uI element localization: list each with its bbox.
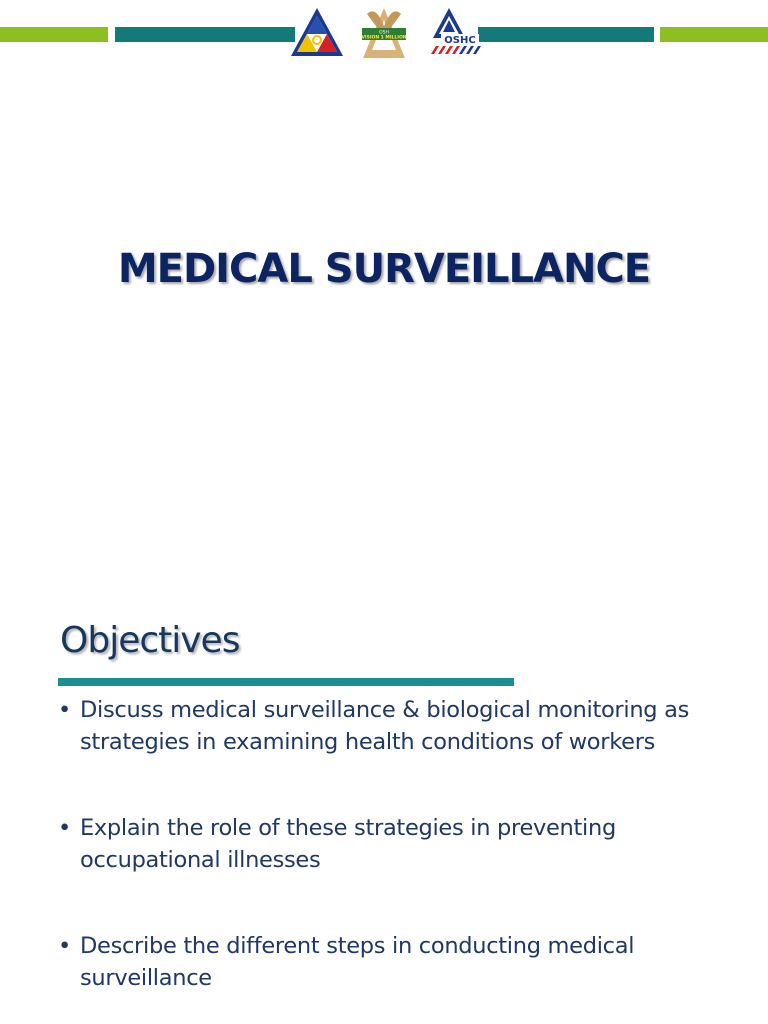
heading-underline-rule bbox=[58, 678, 514, 686]
objectives-slide bbox=[0, 590, 768, 1024]
objective-text-3: Describe the different steps in conducting medical surveillance bbox=[80, 933, 635, 991]
header-bar-green-left bbox=[0, 27, 108, 42]
objective-text-2: Explain the role of these strategies in preventing occupational illnesses bbox=[80, 815, 616, 873]
objective-item-3 bbox=[58, 930, 748, 994]
objective-item-1 bbox=[58, 694, 748, 758]
vision-logo-top-text: OSH bbox=[379, 30, 389, 36]
objective-item-2 bbox=[58, 812, 748, 876]
vision-logo-bottom-text: VISION 1 MILLION bbox=[361, 35, 407, 41]
oshc-logo bbox=[427, 6, 483, 56]
bullet-dot-icon: • bbox=[58, 815, 71, 841]
oshc-logo-text: OSHC bbox=[444, 35, 476, 46]
header-bar-green-right bbox=[660, 27, 768, 42]
objectives-list bbox=[58, 694, 748, 994]
header-bar-teal-right bbox=[478, 27, 654, 42]
dole-logo bbox=[289, 6, 345, 58]
objective-text-1: Discuss medical surveillance & biological monitoring as strategies in examining health conditions of workers bbox=[80, 697, 690, 755]
vision-one-million-logo bbox=[359, 6, 409, 62]
slide-title: MEDICAL SURVEILLANCE bbox=[117, 246, 651, 292]
objectives-heading: Objectives bbox=[60, 620, 240, 661]
bullet-dot-icon: • bbox=[58, 933, 71, 959]
header-bar-teal-left bbox=[115, 27, 295, 42]
bullet-dot-icon: • bbox=[58, 697, 71, 723]
